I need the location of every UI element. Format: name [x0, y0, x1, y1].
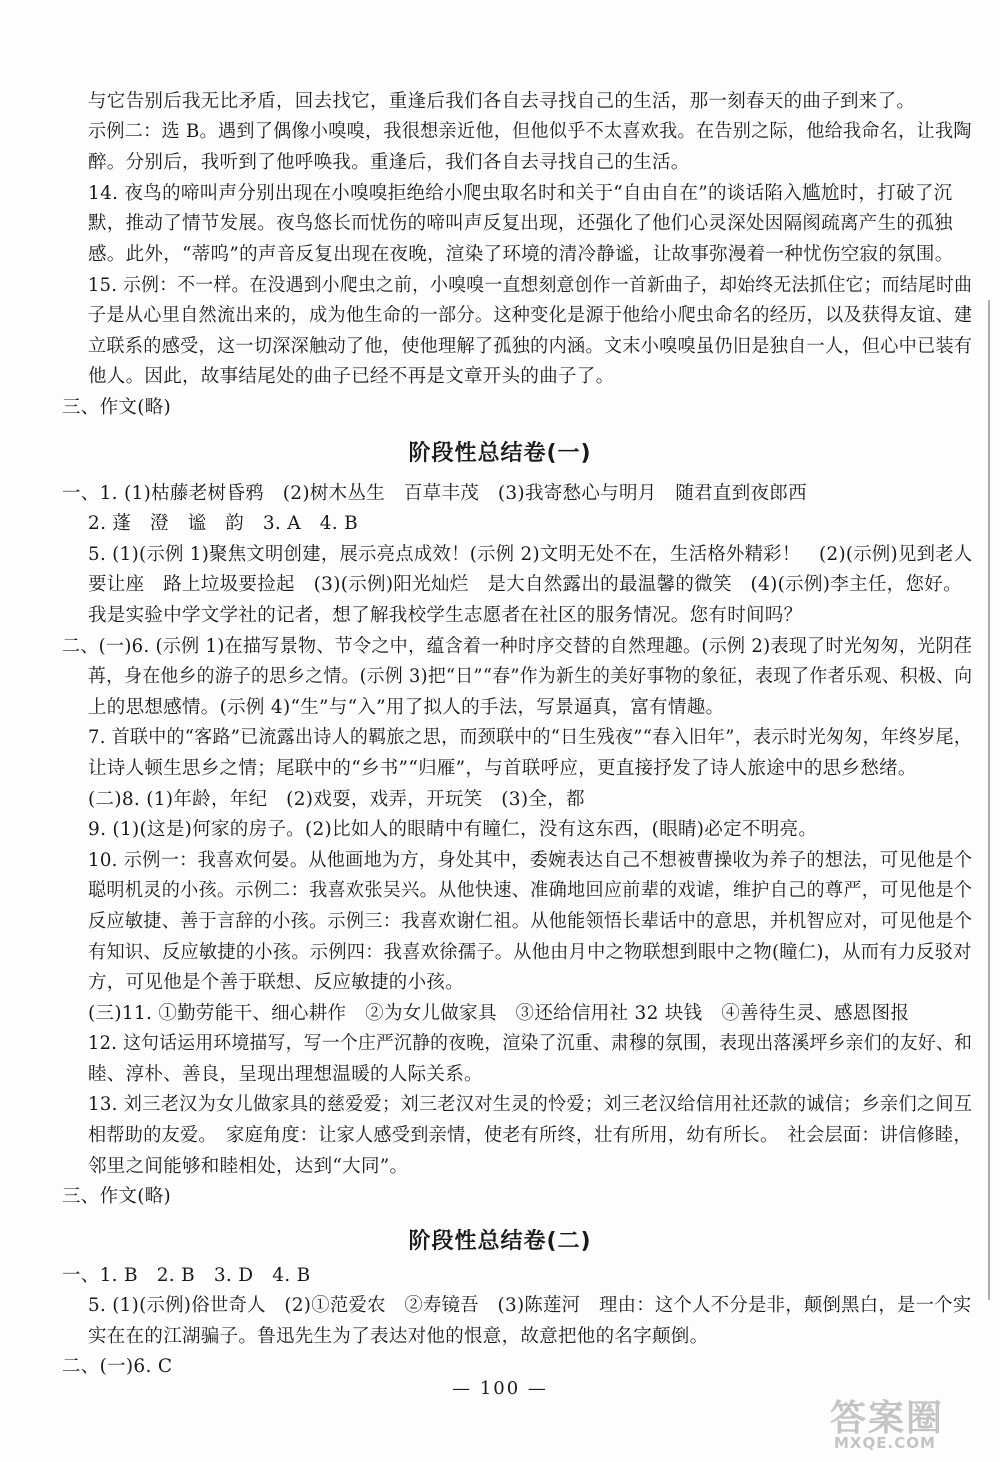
- text-line: 聪明机灵的小孩。示例二：我喜欢张吴兴。从他快速、准确地回应前辈的戏谑，维护自己的尊严，可见他是个: [88, 880, 973, 901]
- text-line: 二、(一)6. (示例 1)在描写景物、节令之中，蕴含着一种时序交替的自然理趣。(示例 2)表现了时光匆匆，光阴荏: [62, 636, 973, 657]
- text-line: 感。此外，“蒂呜”的声音反复出现在夜晚，渲染了环境的清冷静谧，让故事弥漫着一种忧伤空寂的氛围。: [88, 244, 954, 265]
- text-line: 反应敏捷、善于言辞的小孩。示例三：我喜欢谢仁祖。从他能领悟长辈话中的意思，并机智应对，可见他是个: [88, 911, 973, 932]
- text-line: 9. (1)(这是)何家的房子。(2)比如人的眼睛中有瞳仁，没有这东西，(眼睛)必定不明亮。: [88, 819, 818, 840]
- text-line: 二、(一)6. C: [62, 1356, 173, 1377]
- text-line: (三)11. ①勤劳能干、细心耕作 ②为女儿做家具 ③还给信用社 32 块钱 ④善待生灵、感恩图报: [88, 1003, 910, 1024]
- watermark-logo: [830, 1390, 990, 1456]
- text-line: 10. 示例一：我喜欢何晏。从他画地为方，身处其中，委婉表达自己不想被曹操收为养子的想法，可见他是个: [88, 850, 973, 871]
- text-line: 默，推动了情节发展。夜鸟悠长而忧伤的啼叫声反复出现，还强化了他们心灵深处因隔阂疏离产生的孤独: [88, 213, 953, 234]
- text-line: 要让座 路上垃圾要捡起 (3)(示例)阳光灿烂 是大自然露出的最温馨的微笑 (4)(示例)李主任，您好。: [88, 574, 962, 595]
- watermark-url: MXQE.COM: [834, 1434, 936, 1452]
- text-line: 14. 夜鸟的啼叫声分别出现在小嗅嗅拒绝给小爬虫取名时和关于“自由自在”的谈话陷入尴尬时，打破了沉: [88, 183, 953, 204]
- text-line: 示例二：选 B。遇到了偶像小嗅嗅，我很想亲近他，但他似乎不太喜欢我。在告别之际，他给我命名，让我陶: [88, 121, 972, 142]
- text-line: 实在在的江湖骗子。鲁迅先生为了表达对他的恨意，故意把他的名字颠倒。: [88, 1326, 709, 1347]
- text-line: 5. (1)(示例 1)聚焦文明创建，展示亮点成效！(示例 2)文明无处不在，生活格外精彩！ (2)(示例)见到老人: [88, 544, 973, 565]
- text-line: 有知识、反应敏捷的小孩。示例四：我喜欢徐孺子。从他由月中之物联想到眼中之物(瞳仁)，从而有力反驳对: [88, 942, 972, 963]
- text-line: 睦、淳朴、善良，呈现出理想温暖的人际关系。: [88, 1064, 483, 1085]
- text-line: 上的思想感情。(示例 4)“生”与“入”用了拟人的手法，写景逼真，富有情趣。: [88, 697, 725, 718]
- text-line: 相帮助的友爱。 家庭角度：让家人感受到亲情，使老有所终，壮有所用，幼有所长。 社会层面：讲信修睦，: [88, 1125, 972, 1146]
- text-line: 7. 首联中的“客路”已流露出诗人的羁旅之思，而颈联中的“日生残夜”“春入旧年”，表示时光匆匆，年终岁尾，: [88, 727, 973, 748]
- text-line: 他人。因此，故事结尾处的曲子已经不再是文章开头的曲子了。: [88, 366, 615, 387]
- text-line: 方，可见他是个善于联想、反应敏捷的小孩。: [88, 972, 465, 993]
- text-line: 5. (1)(示例)俗世奇人 (2)①范爱农 ②寿镜吾 (3)陈莲河 理由：这个人不分是非，颠倒黑白，是一个实: [88, 1295, 972, 1316]
- text-line: 13. 刘三老汉为女儿做家具的慈爱爱；刘三老汉对生灵的怜爱；刘三老汉给信用社还款的诚信；乡亲们之间互: [88, 1094, 973, 1115]
- text-line: 我是实验中学文学社的记者，想了解我校学生志愿者在社区的服务情况。您有时间吗？: [88, 605, 803, 626]
- scan-edge-shadow: [988, 300, 990, 1300]
- text-line: 12. 这句话运用环境描写，写一个庄严沉静的夜晚，渲染了沉重、肃穆的氛围，表现出落溪坪乡亲们的友好、和: [88, 1033, 973, 1054]
- text-line: 2. 蓬 澄 谧 韵 3. A 4. B: [88, 513, 359, 534]
- text-line: 15. 示例：不一样。在没遇到小爬虫之前，小嗅嗅一直想刻意创作一首新曲子，却始终无法抓住它；而结尾时曲: [88, 275, 973, 296]
- text-line: 苒，身在他乡的游子的思乡之情。(示例 3)把“日”“春”作为新生的美好事物的象征，表现了作者乐观、积极、向: [88, 666, 973, 687]
- text-line: 一、1. B 2. B 3. D 4. B: [62, 1265, 311, 1286]
- page-number: — 100 —: [452, 1378, 548, 1399]
- text-line: 一、1. (1)枯藤老树昏鸦 (2)树木丛生 百草丰茂 (3)我寄愁心与明月 随君直到夜郎西: [62, 483, 807, 504]
- text-line: 立联系的感受，这一切深深触动了他，使他理解了孤独的内涵。文末小嗅嗅虽仍旧是独自一人，但心中已装有: [88, 336, 973, 357]
- section-heading-1: 阶段性总结卷(一): [408, 441, 592, 466]
- text-line: 醉。分别后，我听到了他呼唤我。重逢后，我们各自去寻找自己的生活。: [88, 152, 690, 173]
- text-line: 邻里之间能够和睦相处，达到“大同”。: [88, 1156, 409, 1177]
- watermark-logo-text: 答案圈: [830, 1398, 945, 1439]
- section-heading-2: 阶段性总结卷(二): [408, 1229, 592, 1254]
- text-line: 子是从心里自然流出来的，成为他生命的一部分。这种变化是源于他给小爬虫命名的经历，以及获得友谊、建: [88, 305, 973, 326]
- text-line: 让诗人顿生思乡之情；尾联中的“乡书”“归雁”，与首联呼应，更直接抒发了诗人旅途中的思乡愁绪。: [88, 758, 917, 779]
- text-line: 三、作文(略): [62, 1186, 172, 1207]
- text-line: 三、作文(略): [62, 397, 172, 418]
- text-line: (二)8. (1)年龄，年纪 (2)戏耍，戏弄，开玩笑 (3)全，都: [88, 789, 585, 810]
- text-line: 与它告别后我无比矛盾，回去找它，重逢后我们各自去寻找自己的生活，那一刻春天的曲子到来了。: [88, 91, 916, 112]
